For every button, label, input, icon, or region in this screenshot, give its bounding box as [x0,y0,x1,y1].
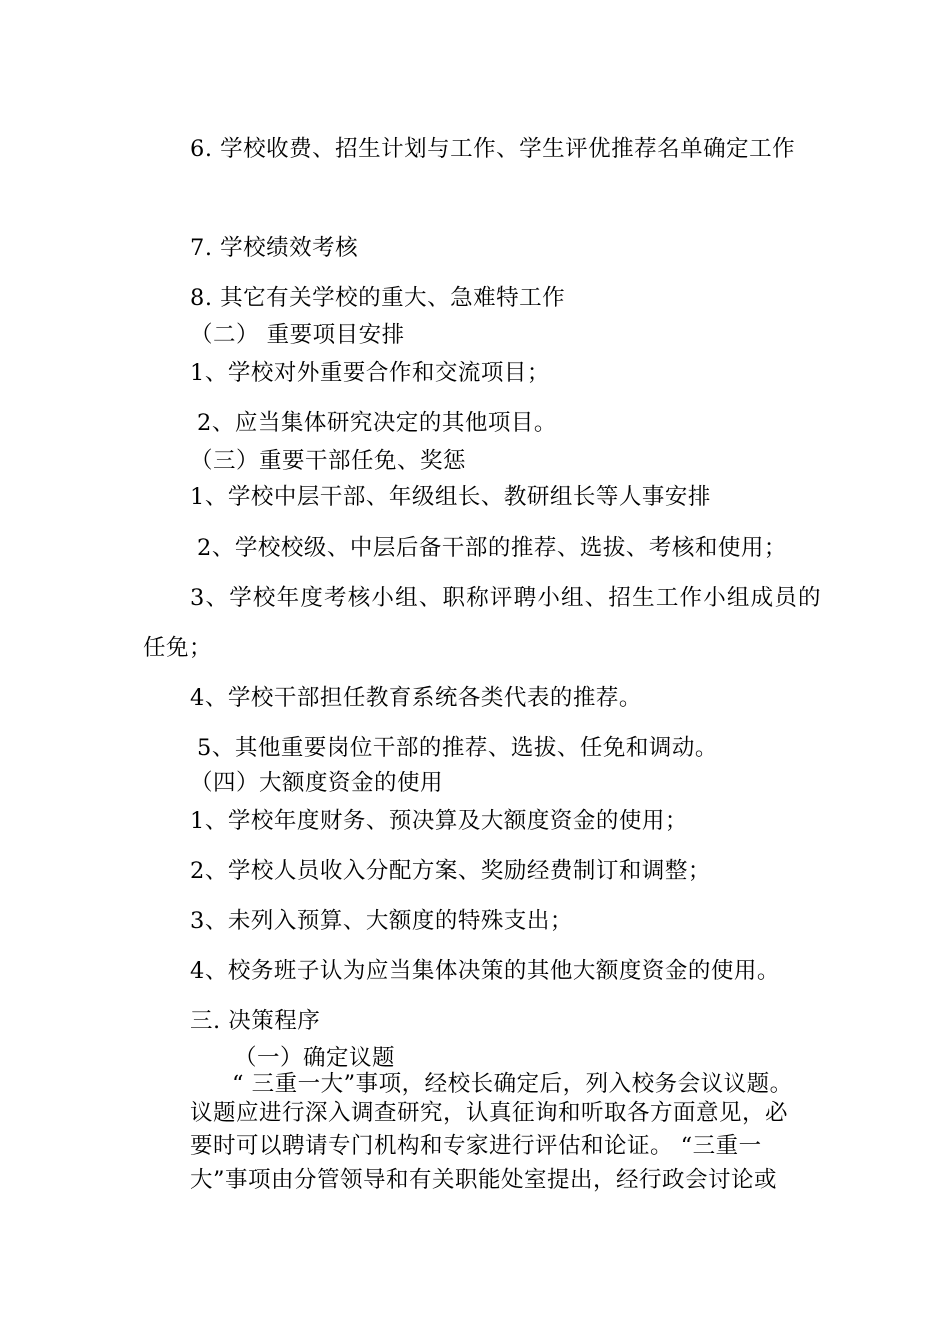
section-heading-4: （四）大额度资金的使用 [190,770,444,796]
text-line-13: 5、其他重要岗位干部的推荐、选拔、任免和调动。 [197,735,718,761]
section-heading-3: （三）重要干部任免、奖惩 [190,448,467,474]
paragraph-line-4: 大”事项由分管领导和有关职能处室提出，经行政会讨论或 [190,1167,778,1193]
text-line-3: 8. 其它有关学校的重大、急难特工作 [190,285,566,311]
text-line-16: 2、学校人员收入分配方案、奖励经费制订和调整； [190,858,711,884]
text-line-11: 任免； [143,635,213,661]
section-heading-three: 三. 决策程序 [190,1008,321,1034]
text-line-15: 1、学校年度财务、预决算及大额度资金的使用； [190,808,688,834]
paragraph-line-2: 议题应进行深入调查研究，认真征询和听取各方面意见，必 [190,1100,789,1126]
paragraph-line-1: “ 三重一大”事项，经校长确定后，列入校务会议议题。 [232,1071,793,1097]
text-line-6: 2、应当集体研究决定的其他项目。 [197,410,557,436]
text-line-9: 2、学校校级、中层后备干部的推荐、选拔、考核和使用； [197,535,787,561]
text-line-12: 4、学校干部担任教育系统各类代表的推荐。 [190,685,642,711]
text-line-17: 3、未列入预算、大额度的特殊支出； [190,908,573,934]
text-line-5: 1、学校对外重要合作和交流项目； [190,360,550,386]
paragraph-line-3: 要时可以聘请专门机构和专家进行评估和论证。 “三重一 [190,1133,762,1159]
text-line-8: 1、学校中层干部、年级组长、教研组长等人事安排 [190,484,711,510]
text-line-10: 3、学校年度考核小组、职称评聘小组、招生工作小组成员的 [190,585,822,611]
text-line-1: 6. 学校收费、招生计划与工作、学生评优推荐名单确定工作 [190,136,796,162]
text-line-2: 7. 学校绩效考核 [190,235,359,261]
subsection-heading-1: （一）确定议题 [234,1045,396,1071]
text-line-18: 4、校务班子认为应当集体决策的其他大额度资金的使用。 [190,958,780,984]
section-heading-2: （二） 重要项目安排 [190,322,405,348]
